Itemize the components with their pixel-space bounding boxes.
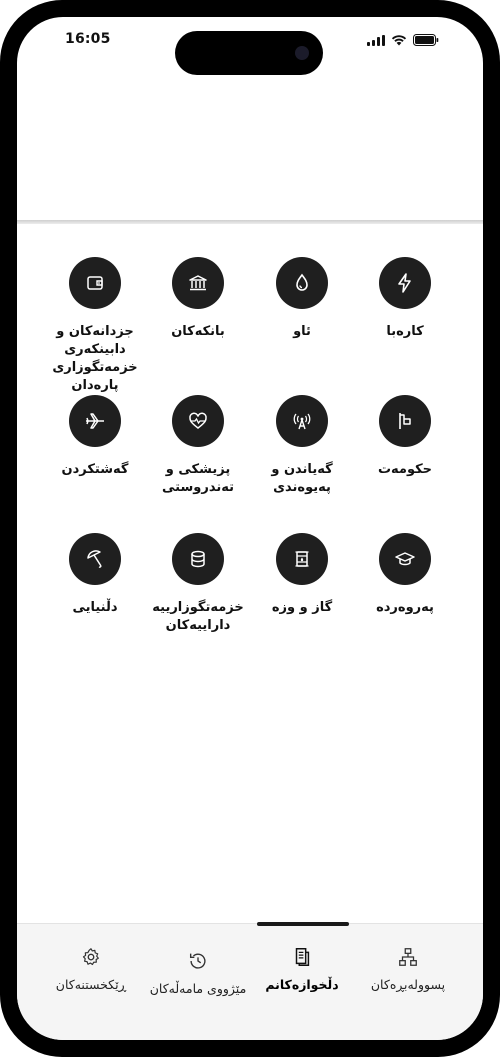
category-government[interactable] bbox=[347, 395, 463, 479]
category-electricity[interactable] bbox=[347, 257, 463, 341]
tab-label: پسوولەبڕەکان bbox=[370, 977, 446, 992]
database-icon bbox=[186, 547, 210, 571]
fuel-barrel-icon bbox=[290, 547, 314, 571]
category-label: کارەبا bbox=[386, 324, 424, 339]
home-indicator bbox=[257, 922, 349, 926]
tab-favorites[interactable] bbox=[244, 946, 360, 993]
category-label: گاز و وزە bbox=[271, 600, 333, 615]
gear-icon bbox=[80, 946, 102, 968]
category-insurance[interactable] bbox=[33, 533, 157, 617]
tab-settings[interactable] bbox=[33, 946, 149, 993]
water-drop-icon bbox=[290, 271, 314, 295]
category-label: دڵنیایی bbox=[72, 600, 118, 615]
sitemap-icon bbox=[397, 946, 419, 968]
category-financial-services[interactable] bbox=[140, 533, 256, 635]
category-water[interactable] bbox=[244, 257, 360, 341]
category-label: پەروەردە bbox=[376, 600, 434, 615]
category-telecom[interactable] bbox=[244, 395, 360, 497]
cellular-signal-icon bbox=[367, 35, 385, 46]
category-gas-energy[interactable] bbox=[244, 533, 360, 617]
antenna-icon bbox=[290, 409, 314, 433]
history-icon bbox=[187, 950, 209, 972]
tab-label: دڵخوازەکانم bbox=[265, 977, 339, 992]
wallet-icon bbox=[83, 271, 107, 295]
wifi-icon bbox=[391, 34, 407, 46]
category-label: بانکەکان bbox=[171, 324, 225, 339]
umbrella-icon bbox=[83, 547, 107, 571]
bank-icon bbox=[186, 271, 210, 295]
flag-icon bbox=[393, 409, 417, 433]
category-label: گەیاندن و پەیوەندی bbox=[271, 462, 333, 495]
category-label: جزدانەکان و دابینکەری خزمەتگوزاری پارەدان bbox=[52, 324, 138, 393]
tab-label: مێژووی مامەڵەکان bbox=[149, 981, 247, 996]
tab-label: ڕێکخستنەکان bbox=[55, 977, 127, 992]
category-label: حکومەت bbox=[377, 462, 433, 477]
status-icons bbox=[367, 34, 439, 46]
dynamic-island bbox=[175, 31, 323, 75]
screen bbox=[17, 17, 483, 1040]
camera-icon bbox=[295, 46, 309, 60]
category-label: خزمەتگوزارییە داراییەکان bbox=[152, 600, 244, 633]
airplane-icon bbox=[83, 409, 107, 433]
heart-pulse-icon bbox=[186, 409, 210, 433]
tab-billers[interactable] bbox=[350, 946, 466, 993]
tab-transaction-history[interactable] bbox=[140, 950, 256, 997]
receipt-icon bbox=[291, 946, 313, 968]
header-divider bbox=[17, 220, 483, 224]
category-label: ئاو bbox=[293, 324, 311, 339]
status-time: 16:05 bbox=[65, 31, 111, 47]
graduation-cap-icon bbox=[393, 547, 417, 571]
status-bar bbox=[17, 17, 483, 67]
category-label: گەشتکردن bbox=[61, 462, 129, 477]
category-education[interactable] bbox=[347, 533, 463, 617]
bottom-tab-bar bbox=[17, 923, 483, 1040]
category-label: پزیشکی و تەندروستی bbox=[162, 462, 234, 495]
battery-icon bbox=[413, 34, 439, 46]
category-wallets[interactable] bbox=[33, 257, 157, 395]
category-travel[interactable] bbox=[33, 395, 157, 479]
lightning-icon bbox=[393, 271, 417, 295]
category-health[interactable] bbox=[140, 395, 256, 497]
category-banks[interactable] bbox=[140, 257, 256, 341]
